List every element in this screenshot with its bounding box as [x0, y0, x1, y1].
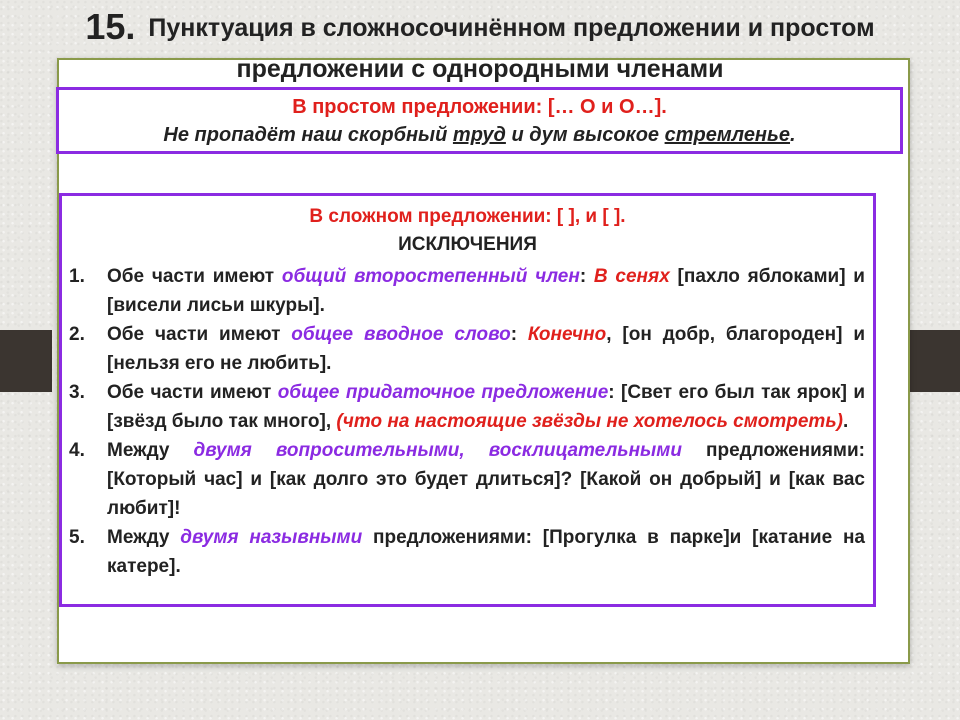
item-highlight-purple: общее вводное слово: [291, 324, 511, 345]
item-number: 4.: [69, 440, 85, 461]
item-highlight-purple: двумя вопросительными, восклицательными: [193, 440, 682, 461]
item-text: , [он добр, благороден] и [нельзя его не любить].: [107, 324, 865, 374]
exceptions-list: [69, 262, 865, 581]
item-text: Между: [107, 440, 194, 461]
example-text: и дум высокое: [505, 124, 665, 146]
item-text: [пахло яблоками] и [висели лисьи шкуры].: [107, 266, 865, 316]
item-highlight-purple: общий второстепенный член: [281, 266, 580, 287]
slide-title: [0, 0, 960, 86]
complex-sentence-label: В сложном предложении: [ ], и [ ].: [309, 206, 626, 227]
example-text: .: [790, 124, 796, 146]
item-number: 5.: [69, 527, 85, 548]
exceptions-heading: ИСКЛЮЧЕНИЯ: [398, 234, 537, 255]
item-text: : [Свет его был так ярок] и [звёзд было так много],: [107, 382, 865, 432]
complex-sentence-box: [59, 193, 876, 607]
item-text: Обе части имеют: [107, 324, 292, 345]
example-text: Не пропадёт наш скорбный: [163, 124, 453, 146]
list-item: [69, 378, 865, 436]
item-text: .: [842, 411, 849, 432]
left-decor-bar: [0, 330, 52, 392]
item-highlight-red: Конечно: [527, 324, 607, 345]
item-highlight-purple: общее придаточное предложение: [277, 382, 609, 403]
item-text: предложениями: [Прогулка в парке]и [катание на катере].: [107, 527, 865, 577]
title-number: 15.: [85, 6, 136, 47]
list-item: [69, 436, 865, 523]
item-text: Между: [107, 527, 181, 548]
title-line1: Пунктуация в сложносочинённом предложении и простом: [148, 14, 875, 42]
item-text: :: [579, 266, 594, 287]
item-text: :: [510, 324, 528, 345]
simple-sentence-label: В простом предложении: [… О и О…].: [292, 96, 667, 118]
item-number: 1.: [69, 266, 85, 287]
item-number: 2.: [69, 324, 85, 345]
item-highlight-red: В сенях: [593, 266, 670, 287]
example-underlined-word: стремленье: [664, 124, 791, 146]
title-line2: предложении с однородными членами: [236, 55, 724, 83]
item-text: Обе части имеют: [107, 266, 282, 287]
simple-sentence-example: [59, 124, 900, 147]
item-highlight-purple: двумя назывными: [180, 527, 363, 548]
item-highlight-red: (что на настоящие звёзды не хотелось смотреть): [336, 411, 843, 432]
list-item: [69, 262, 865, 320]
item-number: 3.: [69, 382, 85, 403]
simple-sentence-box: [56, 87, 903, 154]
item-text: Обе части имеют: [107, 382, 278, 403]
item-text: предложениями: [Который час] и [как долго это будет длиться]? [Какой он добрый] и [как вас любит]!: [107, 440, 865, 519]
example-underlined-word: труд: [452, 124, 506, 146]
list-item: [69, 320, 865, 378]
list-item: [69, 523, 865, 581]
